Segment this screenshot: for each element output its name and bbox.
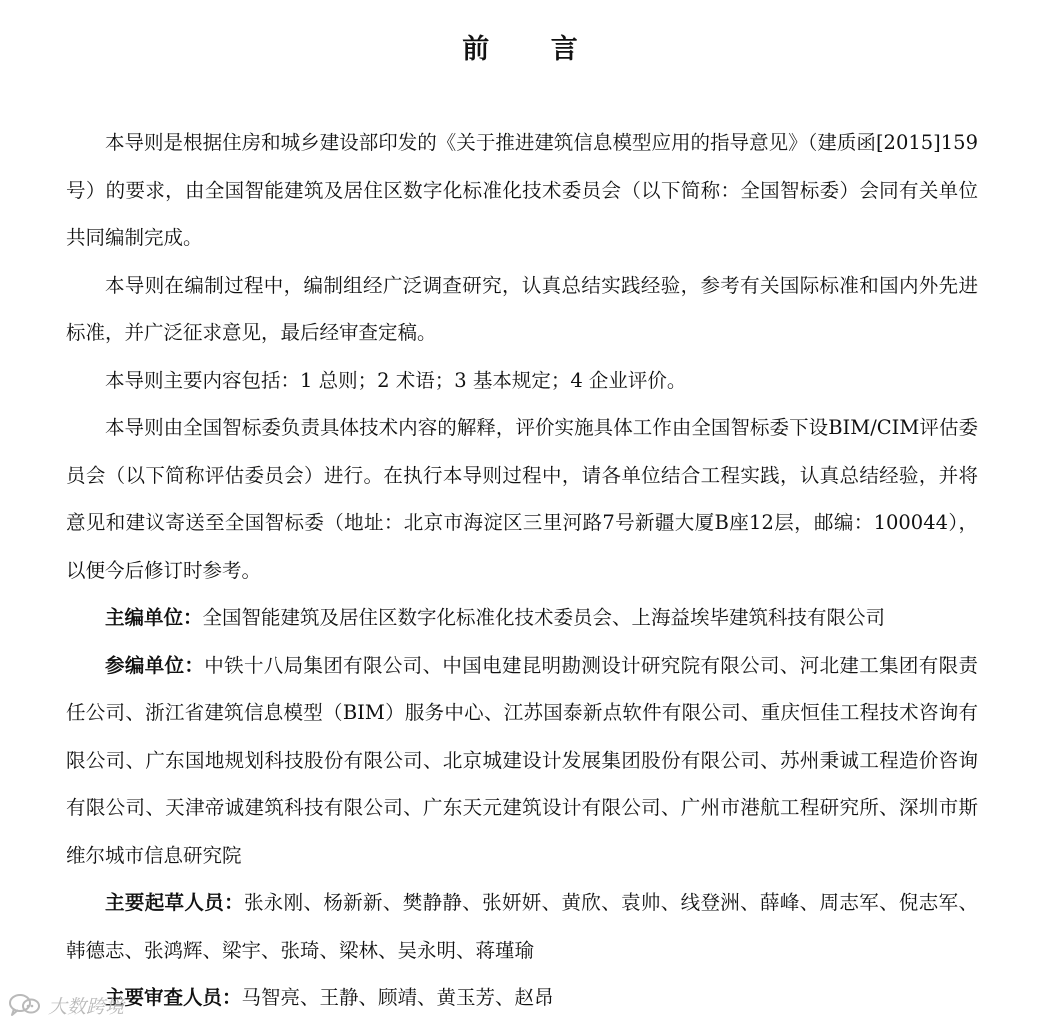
page-title: 前 言 (462, 34, 604, 65)
paragraph (66, 262, 978, 357)
paragraph (66, 357, 978, 405)
paragraph-label: 参编单位： (105, 653, 205, 677)
paragraph-label: 主编单位： (105, 606, 203, 629)
paragraph-text: 本导则主要内容包括：1 总则；2 术语；3 基本规定；4 企业评价。 (105, 368, 687, 392)
paragraph (66, 404, 978, 594)
paragraph-label: 主要审查人员： (105, 986, 242, 1009)
watermark (8, 990, 124, 1020)
paragraph-text: 本导则由全国智标委负责具体技术内容的解释，评价实施具体工作由全国智标委下设BIM/CIM评估委员会（以下简称评估委员会）进行。在执行本导则过程中，请各单位结合工程实践，认真总结经验，并将意见和建议寄送至全国智标委（地址：北京市海淀区三里河路7号新疆大厦B座12层，邮编：100044），以便今后修订时参考。 (66, 416, 978, 582)
chief-editor-units (66, 594, 978, 642)
main-reviewers (66, 974, 978, 1022)
paragraph-text: 全国智能建筑及居住区数字化标准化技术委员会、上海益埃毕建筑科技有限公司 (202, 606, 886, 629)
paragraph-label: 主要起草人员： (105, 891, 244, 914)
paragraph (66, 119, 978, 262)
chat-bubble-logo-icon (8, 992, 42, 1018)
main-drafters (66, 879, 978, 974)
paragraph-text: 本导则在编制过程中，编制组经广泛调查研究，认真总结实践经验，参考有关国际标准和国内外先进标准，并广泛征求意见，最后经审查定稿。 (66, 273, 978, 344)
paragraph-text: 本导则是根据住房和城乡建设部印发的《关于推进建筑信息模型应用的指导意见》（建质函[2015]159号）的要求，由全国智能建筑及居住区数字化标准化技术委员会（以下简称：全国智标委）会同有关单位共同编制完成。 (66, 131, 978, 249)
paragraph-text: 中铁十八局集团有限公司、中国电建昆明勘测设计研究院有限公司、河北建工集团有限责任公司、浙江省建筑信息模型（BIM）服务中心、江苏国泰新点软件有限公司、重庆恒佳工程技术咨询有限公司、广东国地规划科技股份有限公司、北京城建设计发展集团股份有限公司、苏州秉诚工程造价咨询有限公司、天津帝诚建筑科技有限公司、广东天元建筑设计有限公司、广州市港航工程研究所、深圳市斯维尔城市信息研究院 (66, 653, 978, 867)
watermark-text: 大数跨境 (48, 995, 125, 1018)
participating-units (66, 642, 978, 880)
document-body (66, 119, 978, 1022)
paragraph-text: 马智亮、王静、顾靖、黄玉芳、赵昂 (241, 986, 554, 1009)
paragraph-text: 张永刚、杨新新、樊静静、张妍妍、黄欣、袁帅、线登洲、薛峰、周志军、倪志军、韩德志、张鸿辉、梁宇、张琦、梁林、吴永明、蒋瑾瑜 (66, 891, 978, 962)
